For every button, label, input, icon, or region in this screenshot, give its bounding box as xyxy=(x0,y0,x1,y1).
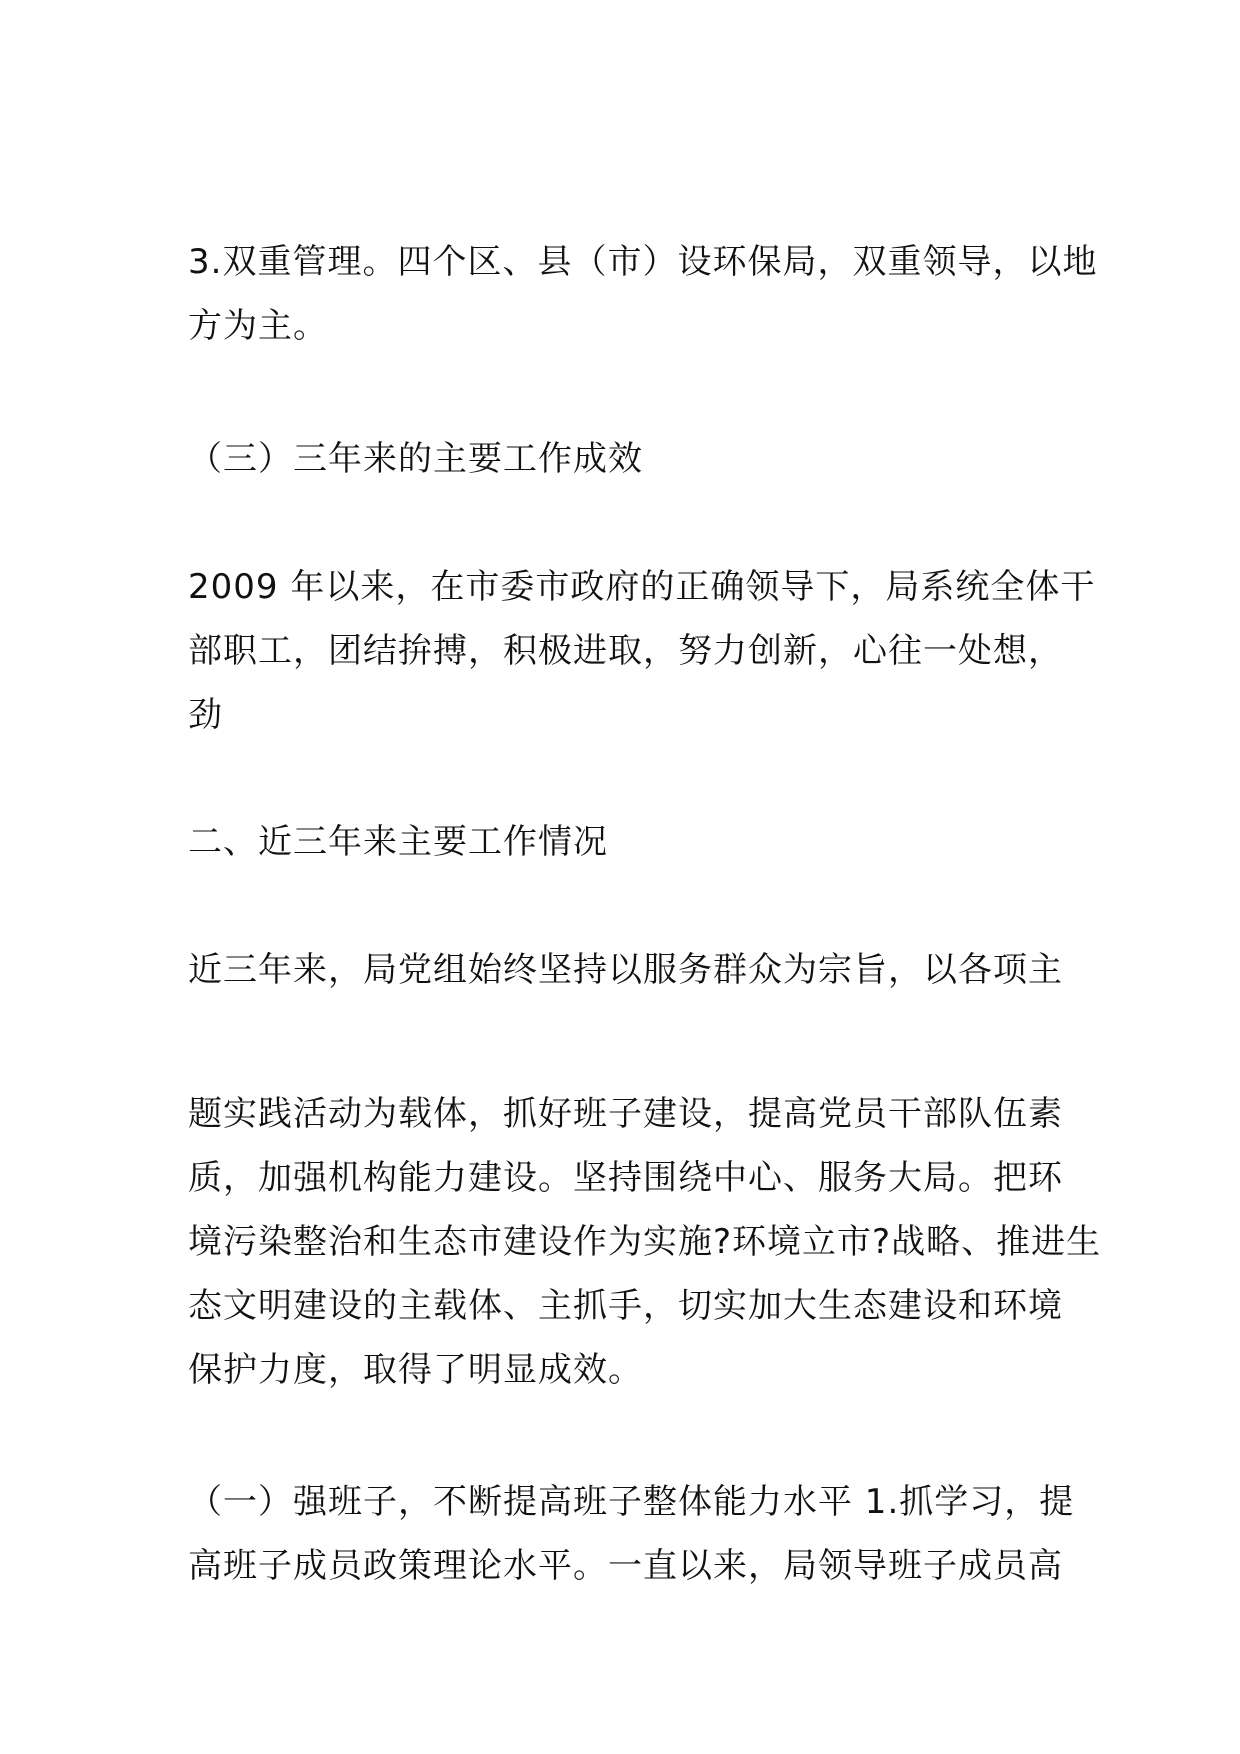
text-line: 高班子成员政策理论水平。一直以来，局领导班子成员高 xyxy=(188,1546,1063,1586)
text-line: 境污染整治和生态市建设作为实施?环境立市?战略、推进生 xyxy=(188,1222,1102,1262)
text-line: 保护力度，取得了明显成效。 xyxy=(188,1350,643,1390)
section-heading-achievements xyxy=(188,427,1068,491)
text-line: 2009 年以来，在市委市政府的正确领导下，局系统全体干 xyxy=(188,567,1096,607)
heading-line: 二、近三年来主要工作情况 xyxy=(188,822,608,862)
text-line: 近三年来，局党组始终坚持以服务群众为宗旨，以各项主 xyxy=(188,950,1063,990)
text-line: 方为主。 xyxy=(188,306,328,346)
text-line: 态文明建设的主载体、主抓手，切实加大生态建设和环境 xyxy=(188,1286,1063,1326)
paragraph-recent-years xyxy=(188,938,1068,1002)
text-line: 部职工，团结拚搏，积极进取，努力创新，心往一处想， xyxy=(188,631,1063,671)
paragraph-since-2009 xyxy=(188,555,1096,747)
section-heading-main-work xyxy=(188,810,1068,874)
heading-line: （三）三年来的主要工作成效 xyxy=(188,439,643,479)
paragraph-practice-activities xyxy=(188,1082,1102,1402)
text-line: （一）强班子，不断提高班子整体能力水平 1.抓学习，提 xyxy=(188,1482,1075,1522)
paragraph-dual-management xyxy=(188,230,1098,358)
paragraph-strengthen-team xyxy=(188,1470,1075,1598)
text-line: 质，加强机构能力建设。坚持围绕中心、服务大局。把环 xyxy=(188,1158,1063,1198)
text-line: 题实践活动为载体，抓好班子建设，提高党员干部队伍素 xyxy=(188,1094,1063,1134)
text-line: 3.双重管理。四个区、县（市）设环保局，双重领导，以地 xyxy=(188,242,1098,282)
text-line: 劲 xyxy=(188,695,223,735)
